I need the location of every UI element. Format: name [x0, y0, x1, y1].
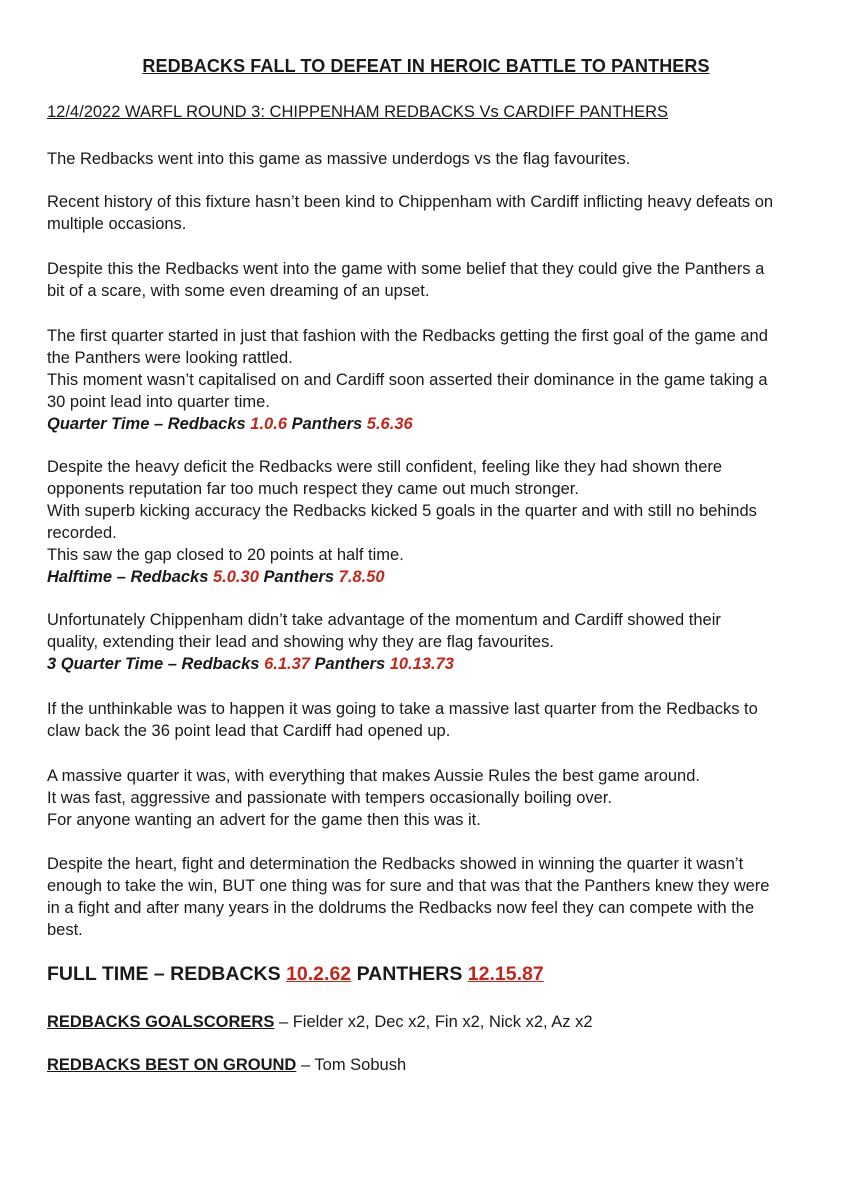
paragraph-line: quality, extending their lead and showing why they are flag favourites. [47, 633, 554, 651]
paragraph-line: It was fast, aggressive and passionate with tempers occasionally boiling over. [47, 789, 612, 807]
paragraph-line: With superb kicking accuracy the Redbacks kicked 5 goals in the quarter and with still no behinds [47, 502, 757, 520]
paragraph-line: 30 point lead into quarter time. [47, 393, 270, 411]
redbacks-score: 1.0.6 [250, 415, 287, 433]
paragraph-line: This moment wasn’t capitalised on and Cardiff soon asserted their dominance in the game taking a [47, 371, 768, 389]
paragraph-line: If the unthinkable was to happen it was going to take a massive last quarter from the Redbacks to [47, 700, 758, 718]
paragraph-belief [47, 258, 807, 302]
goalscorers-label: REDBACKS GOALSCORERS [47, 1013, 275, 1031]
paragraph-line: Despite this the Redbacks went into the game with some belief that they could give the Panthers a [47, 260, 765, 278]
paragraph-history [47, 191, 807, 235]
goalscorers-list: – Fielder x2, Dec x2, Fin x2, Nick x2, Az x2 [274, 1013, 593, 1031]
paragraph-line: the Panthers were looking rattled. [47, 349, 293, 367]
paragraph-line: For anyone wanting an advert for the game then this was it. [47, 811, 481, 829]
best-on-ground-player: – Tom Sobush [296, 1056, 407, 1074]
article-title: REDBACKS FALL TO DEFEAT IN HEROIC BATTLE TO PANTHERS [142, 56, 710, 76]
best-on-ground-label: REDBACKS BEST ON GROUND [47, 1056, 297, 1074]
paragraph-line: Despite the heart, fight and determination the Redbacks showed in winning the quarter it wasn’t [47, 855, 744, 873]
paragraph-line: Unfortunately Chippenham didn’t take advantage of the momentum and Cardiff showed their [47, 611, 721, 629]
paragraph-line: The Redbacks went into this game as massive underdogs vs the flag favourites. [47, 150, 631, 168]
paragraph-second-quarter [47, 456, 807, 588]
paragraph-line: This saw the gap closed to 20 points at half time. [47, 546, 404, 564]
panthers-score: 7.8.50 [338, 568, 385, 586]
paragraph-line: A massive quarter it was, with everything that makes Aussie Rules the best game around. [47, 767, 700, 785]
three-quarter-time-score: 3 Quarter Time – Redbacks 6.1.37 Panthers 10.13.73 [47, 655, 454, 673]
panthers-score: 10.13.73 [389, 655, 454, 673]
redbacks-score: 10.2.62 [286, 963, 352, 985]
halftime-score: Halftime – Redbacks 5.0.30 Panthers 7.8.50 [47, 568, 385, 586]
paragraph-intro [47, 148, 807, 170]
paragraph-line: claw back the 36 point lead that Cardiff had opened up. [47, 722, 451, 740]
paragraph-line: enough to take the win, BUT one thing was for sure and that was that the Panthers knew they were [47, 877, 770, 895]
panthers-score: 12.15.87 [467, 963, 544, 985]
match-subtitle: 12/4/2022 WARFL ROUND 3: CHIPPENHAM REDBACKS Vs CARDIFF PANTHERS [47, 103, 669, 121]
quarter-time-score: Quarter Time – Redbacks 1.0.6 Panthers 5.6.36 [47, 415, 413, 433]
paragraph-unthinkable [47, 698, 807, 742]
goalscorers-line [47, 1013, 593, 1032]
paragraph-line: opponents reputation far too much respect they came out much stronger. [47, 480, 579, 498]
paragraph-line: Despite the heavy deficit the Redbacks were still confident, feeling like they had shown there [47, 458, 723, 476]
redbacks-score: 5.0.30 [213, 568, 259, 586]
paragraph-line: best. [47, 921, 83, 939]
panthers-score: 5.6.36 [366, 415, 413, 433]
paragraph-line: in a fight and after many years in the doldrums the Redbacks now feel they can compete with the [47, 899, 755, 917]
full-time-score: FULL TIME – REDBACKS 10.2.62 PANTHERS 12.15.87 [47, 963, 544, 985]
best-on-ground-line [47, 1056, 406, 1075]
paragraph-line: Recent history of this fixture hasn’t been kind to Chippenham with Cardiff inflicting heavy defeats on [47, 193, 774, 211]
paragraph-line: The first quarter started in just that fashion with the Redbacks getting the first goal of the game and [47, 327, 768, 345]
paragraph-line: bit of a scare, with some even dreaming of an upset. [47, 282, 430, 300]
paragraph-line: multiple occasions. [47, 215, 187, 233]
paragraph-conclusion [47, 853, 807, 941]
paragraph-last-quarter [47, 765, 807, 831]
paragraph-first-quarter [47, 325, 807, 435]
redbacks-score: 6.1.37 [264, 655, 310, 673]
paragraph-line: recorded. [47, 524, 117, 542]
paragraph-third-quarter [47, 609, 807, 675]
